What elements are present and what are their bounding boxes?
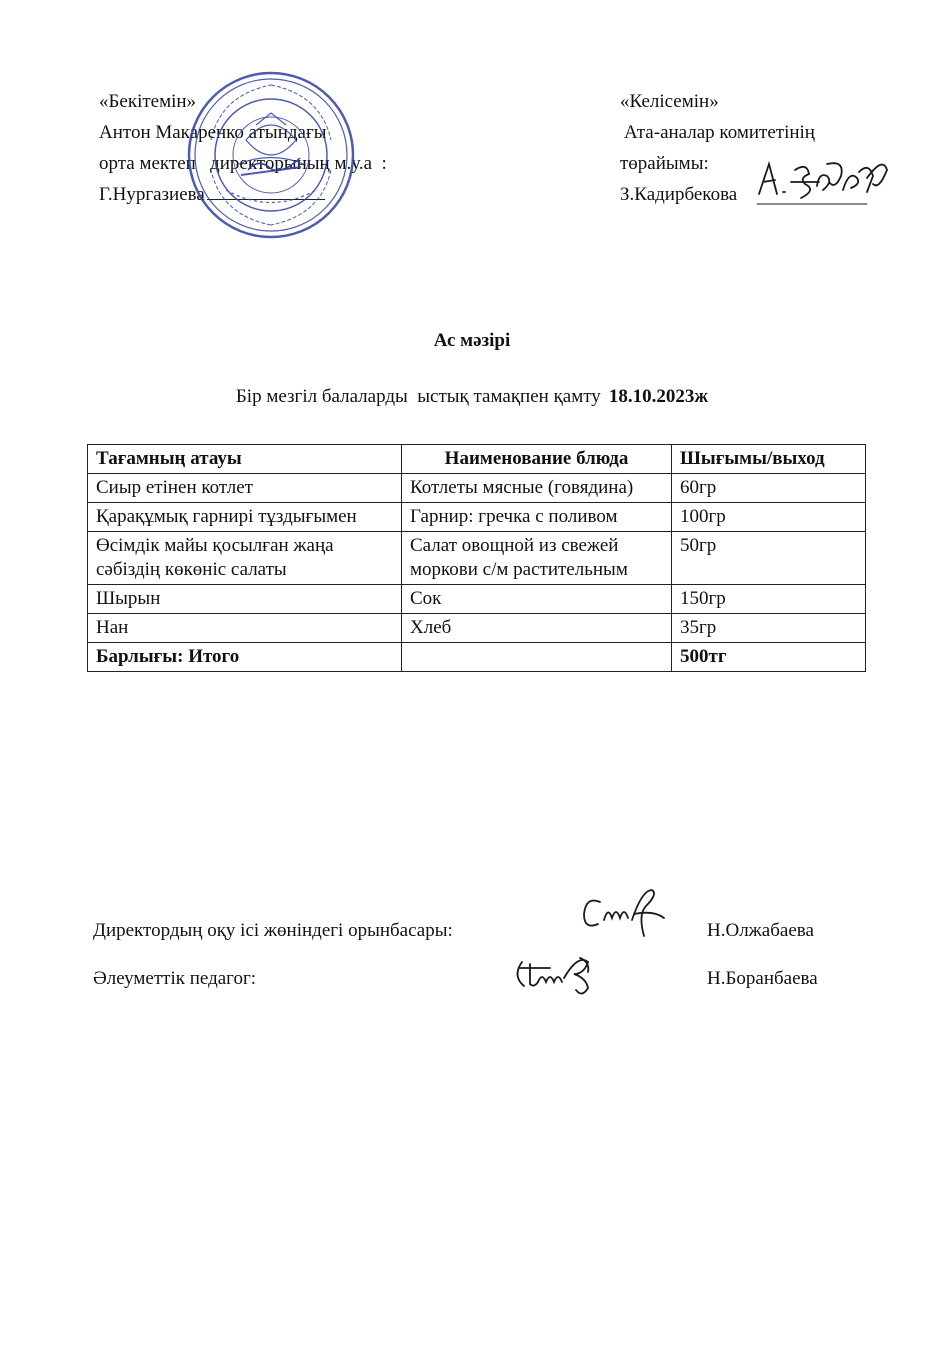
header-kazakh-name: Тағамның атауы (88, 445, 402, 474)
signature-icon (755, 150, 895, 210)
header-russian-name: Наименование блюда (402, 445, 672, 474)
total-empty (402, 643, 672, 672)
agreement-role: төрайымы: (620, 153, 709, 174)
subtitle-text: Бір мезгіл балаларды ыстық тамақпен қамту (235, 386, 601, 407)
table-row (88, 474, 866, 503)
cell-russian: Гарнир: гречка с поливом (402, 503, 672, 532)
cell-russian: Хлеб (402, 614, 672, 643)
cell-kazakh: Нан (88, 614, 402, 643)
cell-russian: Салат овощной из свежей моркови с/м растительным (402, 532, 672, 585)
subtitle-date: 18.10.2023ж (608, 386, 709, 407)
cell-russian: Сок (402, 585, 672, 614)
table-row (88, 532, 866, 585)
cell-yield: 50гр (672, 532, 866, 585)
round-seal-icon (186, 70, 356, 240)
cell-yield: 60гр (672, 474, 866, 503)
total-value: 500тг (672, 643, 866, 672)
cell-russian: Котлеты мясные (говядина) (402, 474, 672, 503)
approval-title: «Бекітемін» (99, 91, 197, 112)
header-yield: Шығымы/выход (672, 445, 866, 474)
total-row (88, 643, 866, 672)
cell-yield: 100гр (672, 503, 866, 532)
table-header-row (88, 445, 866, 474)
signature-icon (572, 880, 672, 950)
cell-yield: 35гр (672, 614, 866, 643)
cell-yield: 150гр (672, 585, 866, 614)
footer-name-social: Н.Боранбаева (707, 968, 818, 989)
cell-kazakh: Өсімдік майы қосылған жаңа сәбіздің көкөніс салаты (88, 532, 402, 585)
cell-kazakh: Қарақұмық гарнирі тұздығымен (88, 503, 402, 532)
approval-name-text: Г.Нургазиева (99, 184, 205, 205)
signature-icon (508, 948, 618, 1008)
cell-kazakh: Шырын (88, 585, 402, 614)
subtitle (0, 386, 944, 408)
approval-role: орта мектеп директорының м.у.а : (99, 153, 387, 174)
footer-role-social: Әлеуметтік педагог: (93, 968, 257, 989)
table-row (88, 585, 866, 614)
table-row (88, 503, 866, 532)
table-row (88, 614, 866, 643)
agreement-title: «Келісемін» (620, 91, 719, 112)
page-title: Ас мәзірі (433, 330, 511, 351)
footer-role-deputy: Директордың оқу ісі жөніндегі орынбасары: (93, 920, 453, 941)
footer-name-deputy: Н.Олжабаева (707, 920, 814, 941)
total-label: Барлығы: Итого (88, 643, 402, 672)
agreement-committee: Ата-аналар комитетінің (624, 122, 815, 143)
approval-school: Антон Макаренко атындағы (99, 122, 327, 143)
menu-table (87, 444, 866, 672)
cell-kazakh: Сиыр етінен котлет (88, 474, 402, 503)
agreement-name: З.Кадирбекова (620, 184, 738, 205)
